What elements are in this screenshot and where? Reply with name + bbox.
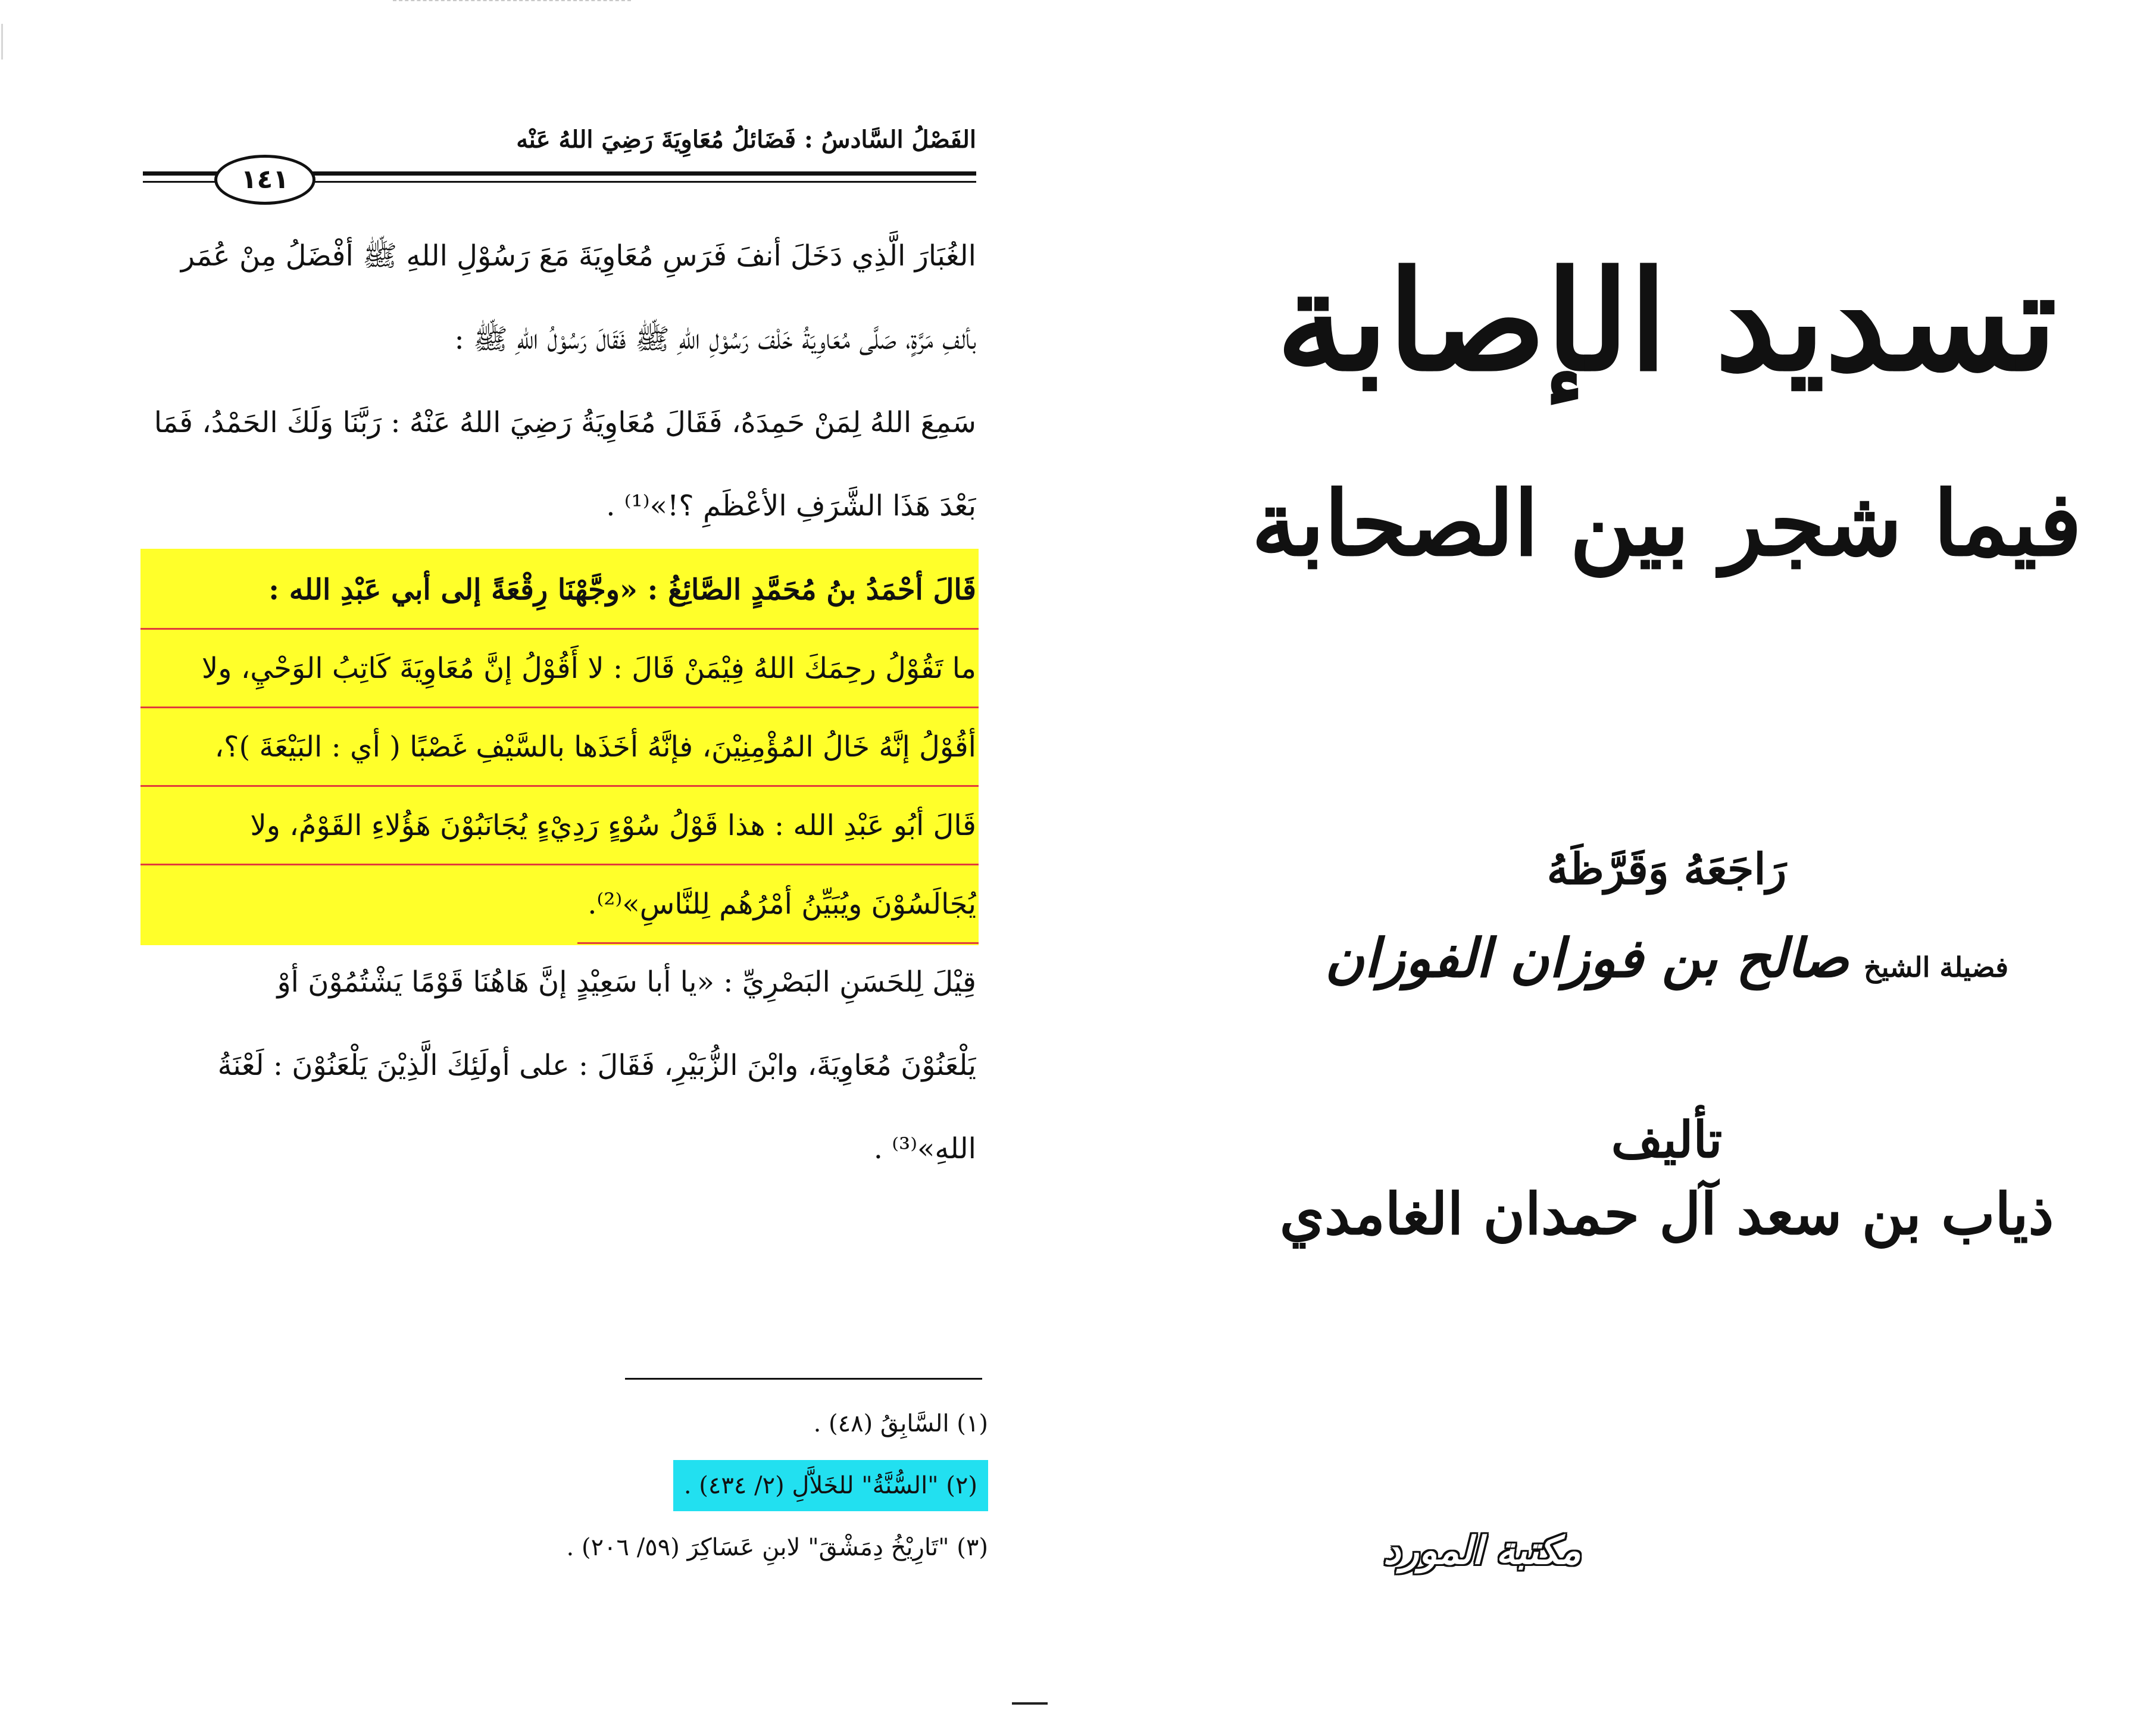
content-page bbox=[0, 0, 1071, 1710]
footnote-3 bbox=[417, 1517, 988, 1578]
page-number: ١٤١ bbox=[214, 155, 315, 205]
reviewed-label: رَاجَعَهُ وَقَرَّظَهُ bbox=[1546, 843, 1787, 894]
footnote-text: (٣) "تَارِيْخُ دِمَشْقَ" لابنِ عَسَاكِرَ (٥٩/ ٢٠٦) . bbox=[566, 1534, 988, 1561]
author-name: ذياب بن سعد آل حمدان الغامدي bbox=[1279, 1180, 2054, 1248]
gutter-mark bbox=[1012, 1702, 1048, 1705]
text-line: يُجَالَسُوْنَ ويُبَيِّنُ أمْرُهُم لِلنَّاسِ»⁽²⁾. bbox=[588, 887, 976, 921]
reviewer bbox=[1250, 917, 2083, 1000]
title-page bbox=[1071, 0, 2156, 1710]
publisher-logo bbox=[1383, 1500, 1581, 1601]
text-line: الغُبَارَ الَّذِي دَخَلَ أنفَ فَرَسِ مُعَاوِيَةَ مَعَ رَسُوْلِ اللهِ ﷺ أفْضَلُ مِنْ عُمَر bbox=[180, 239, 976, 273]
scan-artifact bbox=[393, 0, 631, 4]
text-line: بألفِ مَرَّةٍ، صَلَّى مُعَاوِيَةُ خَلْفَ رَسُوْلِ اللهِ ﷺ فَقَالَ رَسُوْلُ اللهِ ﷺ : bbox=[454, 323, 976, 356]
reviewer-name: صالح بن فوزان الفوزان bbox=[1324, 927, 1849, 990]
text-line: قِيْلَ لِلحَسَنِ البَصْرِيِّ : «يا أبا سَعِيْدٍ إنَّ هَاهُنَا قَوْمًا يَشْتُمُوْنَ أوْ bbox=[277, 965, 976, 999]
text-line: اللهِ»⁽³⁾ . bbox=[873, 1132, 976, 1165]
paragraph-2-highlighted bbox=[140, 551, 976, 943]
footnote-1 bbox=[417, 1393, 988, 1455]
text-line: قَالَ أحْمَدُ بنُ مُحَمَّدٍ الصَّائِغُ : «وجَّهْنَا رِقْعَةً إلى أبي عَبْدِ الله : bbox=[268, 573, 976, 607]
author-label: تأليف bbox=[1611, 1110, 1723, 1169]
footnote-text: (١) السَّابِقُ (٤٨) . bbox=[813, 1410, 988, 1437]
book-subtitle: فيما شجر بين الصحابة bbox=[1251, 471, 2082, 576]
paragraph-3 bbox=[140, 940, 976, 1190]
book-title: تسديد الإصابة bbox=[1276, 241, 2057, 402]
text-line: ما تَقُوْلُ رحِمَكَ اللهُ فِيْمَنْ قَالَ : لا أَقُوْلُ إنَّ مُعَاوِيَةَ كَاتِبُ الوَحْيِ، ولا bbox=[201, 652, 976, 685]
scan-artifact bbox=[1, 24, 3, 60]
text-line: قَالَ أبُو عَبْدِ الله : هذا قَوْلُ سُوْءٍ رَدِيْءٍ يُجَانَبُوْنَ هَؤُلاءِ القَوْمُ، ولا bbox=[250, 809, 976, 842]
publisher-name: مكتبة المورد bbox=[1383, 1528, 1581, 1573]
paragraph-1 bbox=[140, 214, 976, 548]
text-line: يَلْعَنُوْنَ مُعَاوِيَةَ، وابْنَ الزُّبَيْرِ، فَقَالَ : على أولَئِكَ الَّذِيْنَ يَلْعَنُوْنَ : لَعْنَةُ bbox=[217, 1049, 976, 1082]
text-line: سَمِعَ اللهُ لِمَنْ حَمِدَهُ، فَقَالَ مُعَاوِيَةُ رَضِيَ اللهُ عَنْهُ : رَبَّنَا وَلَكَ الحَمْدُ، فَمَا bbox=[154, 406, 976, 439]
footnote-rule bbox=[625, 1378, 982, 1380]
cyan-highlight: (٢) "السُّنَّةُ" للخَلاَّلِ (٢/ ٤٣٤) . bbox=[673, 1460, 988, 1511]
text-line: أقُوْلُ إنَّهُ خَالُ المُؤْمِنِيْنَ، فإنَّهُ أخَذَها بالسَّيْفِ غَصْبًا ( أي : البَيْعَةَ )؟، bbox=[214, 730, 976, 764]
text-line: بَعْدَ هَذَا الشَّرَفِ الأعْظَمِ ؟!»⁽¹⁾ . bbox=[606, 489, 976, 523]
reviewer-title: فضيلة الشيخ bbox=[1864, 951, 2009, 983]
running-head: الفَصْلُ السَّادسُ : فَضَائلُ مُعَاوِيَةَ رَضِيَ اللهُ عَنْه bbox=[516, 126, 976, 154]
footnote-2 bbox=[417, 1455, 988, 1517]
footnotes bbox=[417, 1393, 988, 1578]
